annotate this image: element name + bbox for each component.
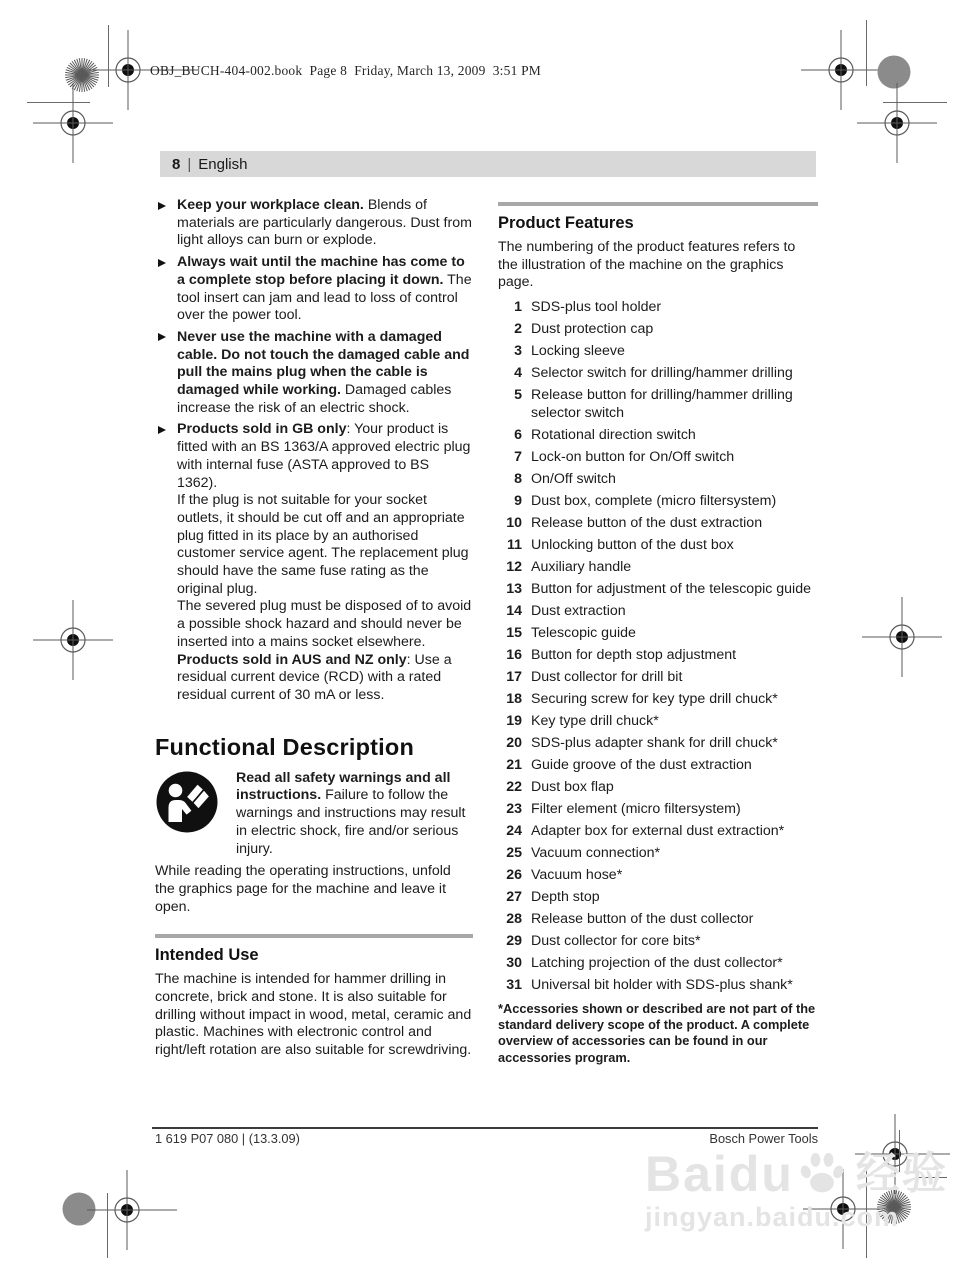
product-feature-item bbox=[498, 713, 818, 731]
functional-description-title: Functional Description bbox=[155, 733, 414, 760]
registration-crosshair-icon bbox=[87, 1170, 177, 1250]
product-feature-item bbox=[498, 449, 818, 467]
feature-number: 19 bbox=[506, 712, 522, 729]
accessories-footnote: *Accessories shown or described are not part of the standard delivery scope of the product. A complete overview of accessories can be found in our accessories program. bbox=[498, 1000, 816, 1065]
registration-crosshair-icon bbox=[33, 83, 113, 163]
feature-label: SDS-plus tool holder bbox=[531, 299, 662, 316]
watermark-brand-cn: 经验 bbox=[855, 1149, 948, 1198]
safety-warning-item bbox=[155, 197, 473, 250]
unfold-graphics-note: While reading the operating instructions, unfold the graphics page for the machine and leave it open. bbox=[155, 863, 451, 915]
feature-number: 16 bbox=[506, 646, 522, 663]
product-feature-item bbox=[498, 343, 818, 361]
feature-number: 26 bbox=[506, 866, 522, 883]
feature-label: Dust collector for core bits* bbox=[531, 932, 701, 949]
footer-rule bbox=[152, 1127, 818, 1129]
product-feature-item bbox=[498, 625, 818, 643]
feature-label: Unlocking button of the dust box bbox=[531, 536, 734, 553]
feature-label: Button for depth stop adjustment bbox=[531, 646, 737, 663]
feature-label: Auxiliary handle bbox=[531, 558, 632, 575]
feature-number: 2 bbox=[514, 321, 522, 338]
feature-label: Dust box, complete (micro filtersystem) bbox=[531, 492, 777, 509]
product-feature-item bbox=[498, 823, 818, 841]
registration-crosshair-icon bbox=[33, 600, 113, 680]
product-feature-item bbox=[498, 933, 818, 951]
feature-label: Depth stop bbox=[531, 888, 600, 905]
feature-number: 12 bbox=[506, 558, 522, 575]
feature-number: 23 bbox=[506, 800, 522, 817]
feature-number: 1 bbox=[514, 299, 522, 316]
product-feature-item bbox=[498, 735, 818, 753]
bullet-arrow-icon bbox=[158, 426, 166, 434]
feature-number: 27 bbox=[506, 888, 522, 905]
feature-label: Release button of the dust extraction bbox=[531, 514, 763, 531]
feature-label: SDS-plus adapter shank for drill chuck* bbox=[531, 734, 778, 751]
page-number: 8 bbox=[172, 155, 181, 173]
feature-label: Lock-on button for On/Off switch bbox=[531, 448, 735, 465]
feature-number: 29 bbox=[506, 932, 522, 949]
product-feature-item bbox=[498, 757, 818, 775]
product-feature-item bbox=[498, 647, 818, 665]
crop-line bbox=[918, 1177, 947, 1178]
page-footer bbox=[155, 1131, 818, 1146]
feature-label: Button for adjustment of the telescopic guide bbox=[531, 580, 811, 597]
product-feature-item bbox=[498, 603, 818, 621]
product-feature-item bbox=[498, 691, 818, 709]
registration-crosshair-icon bbox=[803, 1169, 883, 1249]
product-feature-item bbox=[498, 845, 818, 863]
feature-number: 5 bbox=[514, 387, 522, 404]
product-features-title: Product Features bbox=[498, 214, 634, 232]
feature-label: Adapter box for external dust extraction* bbox=[531, 822, 785, 839]
product-feature-item bbox=[498, 471, 818, 489]
feature-label: Locking sleeve bbox=[531, 343, 625, 360]
feature-label: Filter element (micro filtersystem) bbox=[531, 800, 741, 817]
product-feature-item bbox=[498, 867, 818, 885]
safety-warnings-list bbox=[155, 197, 473, 705]
product-feature-item bbox=[498, 889, 818, 907]
product-feature-item bbox=[498, 493, 818, 511]
product-feature-item bbox=[498, 365, 818, 383]
feature-number: 4 bbox=[514, 365, 522, 382]
product-feature-item bbox=[498, 515, 818, 533]
feature-number: 9 bbox=[514, 492, 522, 509]
footer-part-number: 1 619 P07 080 | (13.3.09) bbox=[155, 1131, 300, 1146]
product-feature-item bbox=[498, 977, 818, 995]
product-feature-item bbox=[498, 537, 818, 555]
feature-label: Key type drill chuck* bbox=[531, 712, 659, 729]
feature-number: 3 bbox=[514, 343, 522, 360]
read-manual-warning-text bbox=[236, 770, 473, 859]
registration-crosshair-icon bbox=[862, 597, 942, 677]
warning-plain-text: Failure to follow the warnings and instructions may result in electric shock, fire and/or serious injury. bbox=[236, 787, 466, 857]
feature-label: Telescopic guide bbox=[531, 624, 636, 641]
intended-use-title: Intended Use bbox=[155, 946, 259, 965]
print-header: OBJ_BUCH-404-002.book Page 8 Friday, March 13, 2009 3:51 PM bbox=[150, 63, 542, 78]
feature-label: Release button of the dust collector bbox=[531, 910, 754, 927]
product-feature-item bbox=[498, 427, 818, 445]
safety-warning-text: Always wait until the machine has come to a complete stop before placing it down. The tool insert can jam and lead to loss of control over the power tool. bbox=[177, 254, 472, 324]
feature-number: 14 bbox=[506, 602, 522, 619]
safety-warning-text: Never use the machine with a damaged cable. Do not touch the damaged cable and pull the mains plug when the cable is damaged while working. Damaged cables increase the risk of an electric shock. bbox=[177, 328, 470, 416]
feature-number: 17 bbox=[506, 668, 522, 685]
intended-use-text: The machine is intended for hammer drilling in concrete, brick and stone. It is also suitable for drilling without impact in wood, metal, ceramic and plastic. Machines with electronic control and right/left rotation are also suitable for screwdriving. bbox=[155, 971, 472, 1059]
feature-number: 25 bbox=[506, 844, 522, 861]
safety-warning-text: Products sold in GB only: Your product is fitted with an BS 1363/A approved electric plug with internal fuse (ASTA approved to BS 1362). If the plug is not suitable for your socket outlets, it should be cut off and an appropriate plug fitted in its place by an authorised customer service agent. The replacement plug should have the same fuse rating as the original plug. The severed plug must be disposed of to avoid a possible shock hazard and should never be inserted into a mains socket elsewhere. Products sold in AUS and NZ only: Use a residual current device (RCD) with a rated residual current of 30 mA or less. bbox=[177, 421, 472, 703]
feature-number: 28 bbox=[506, 910, 522, 927]
watermark-brand: Baidu bbox=[645, 1146, 794, 1202]
watermark-url: jingyan.baidu.com bbox=[645, 1202, 900, 1232]
feature-label: Latching projection of the dust collector* bbox=[531, 954, 783, 971]
section-divider bbox=[498, 202, 818, 206]
crop-line bbox=[866, 1170, 867, 1258]
warning-bold-text: Read all safety warnings and all instructions. bbox=[236, 769, 451, 804]
crop-line bbox=[866, 20, 867, 86]
left-column bbox=[155, 197, 473, 1060]
product-feature-item bbox=[498, 669, 818, 687]
feature-number: 15 bbox=[506, 624, 522, 641]
feature-number: 13 bbox=[506, 580, 522, 597]
feature-number: 7 bbox=[514, 448, 522, 465]
footer-brand: Bosch Power Tools bbox=[709, 1131, 818, 1146]
feature-number: 24 bbox=[506, 822, 522, 839]
registration-crosshair-icon bbox=[857, 83, 937, 163]
safety-warning-text: Keep your workplace clean. Blends of materials are particularly dangerous. Dust from light alloys can burn or explode. bbox=[177, 197, 472, 249]
feature-number: 11 bbox=[507, 536, 522, 553]
crop-line bbox=[899, 1130, 900, 1172]
feature-label: Vacuum hose* bbox=[531, 866, 623, 883]
bullet-arrow-icon bbox=[158, 202, 166, 210]
feature-number: 22 bbox=[506, 778, 522, 795]
feature-label: On/Off switch bbox=[531, 470, 616, 487]
safety-warning-item bbox=[155, 421, 473, 704]
feature-number: 31 bbox=[506, 976, 522, 993]
product-feature-item bbox=[498, 911, 818, 929]
read-manual-warning-block bbox=[155, 770, 473, 859]
feature-number: 20 bbox=[506, 734, 522, 751]
product-feature-item bbox=[498, 387, 818, 422]
bullet-arrow-icon bbox=[158, 333, 166, 341]
product-feature-item bbox=[498, 955, 818, 973]
feature-label: Dust protection cap bbox=[531, 321, 654, 338]
product-feature-item bbox=[498, 581, 818, 599]
feature-number: 10 bbox=[506, 514, 522, 531]
safety-warning-item bbox=[155, 254, 473, 325]
right-column bbox=[498, 202, 818, 1066]
product-feature-item bbox=[498, 801, 818, 819]
feature-label: Vacuum connection* bbox=[531, 844, 661, 861]
safety-warning-item bbox=[155, 329, 473, 418]
product-features-list bbox=[498, 299, 818, 994]
feature-number: 21 bbox=[506, 756, 522, 773]
feature-label: Universal bit holder with SDS-plus shank* bbox=[531, 976, 793, 993]
feature-number: 18 bbox=[506, 690, 522, 707]
feature-label: Guide groove of the dust extraction bbox=[531, 756, 752, 773]
section-divider bbox=[155, 934, 473, 938]
feature-number: 6 bbox=[514, 426, 522, 443]
product-feature-item bbox=[498, 559, 818, 577]
product-features-intro: The numbering of the product features refers to the illustration of the machine on the graphics page. bbox=[498, 239, 796, 291]
page-header-divider: | bbox=[187, 155, 192, 173]
feature-label: Dust box flap bbox=[531, 778, 614, 795]
feature-label: Release button for drilling/hammer drilling selector switch bbox=[531, 387, 793, 421]
feature-label: Dust collector for drill bit bbox=[531, 668, 683, 685]
feature-label: Dust extraction bbox=[531, 602, 626, 619]
feature-label: Securing screw for key type drill chuck* bbox=[531, 690, 778, 707]
page-header-bar bbox=[160, 151, 816, 177]
product-feature-item bbox=[498, 779, 818, 797]
feature-number: 8 bbox=[514, 470, 522, 487]
bullet-arrow-icon bbox=[158, 259, 166, 267]
feature-number: 30 bbox=[506, 954, 522, 971]
read-manual-icon bbox=[155, 770, 219, 834]
product-feature-item bbox=[498, 299, 818, 317]
feature-label: Rotational direction switch bbox=[531, 426, 696, 443]
product-feature-item bbox=[498, 321, 818, 339]
page-language: English bbox=[198, 155, 248, 173]
feature-label: Selector switch for drilling/hammer drilling bbox=[531, 365, 793, 382]
